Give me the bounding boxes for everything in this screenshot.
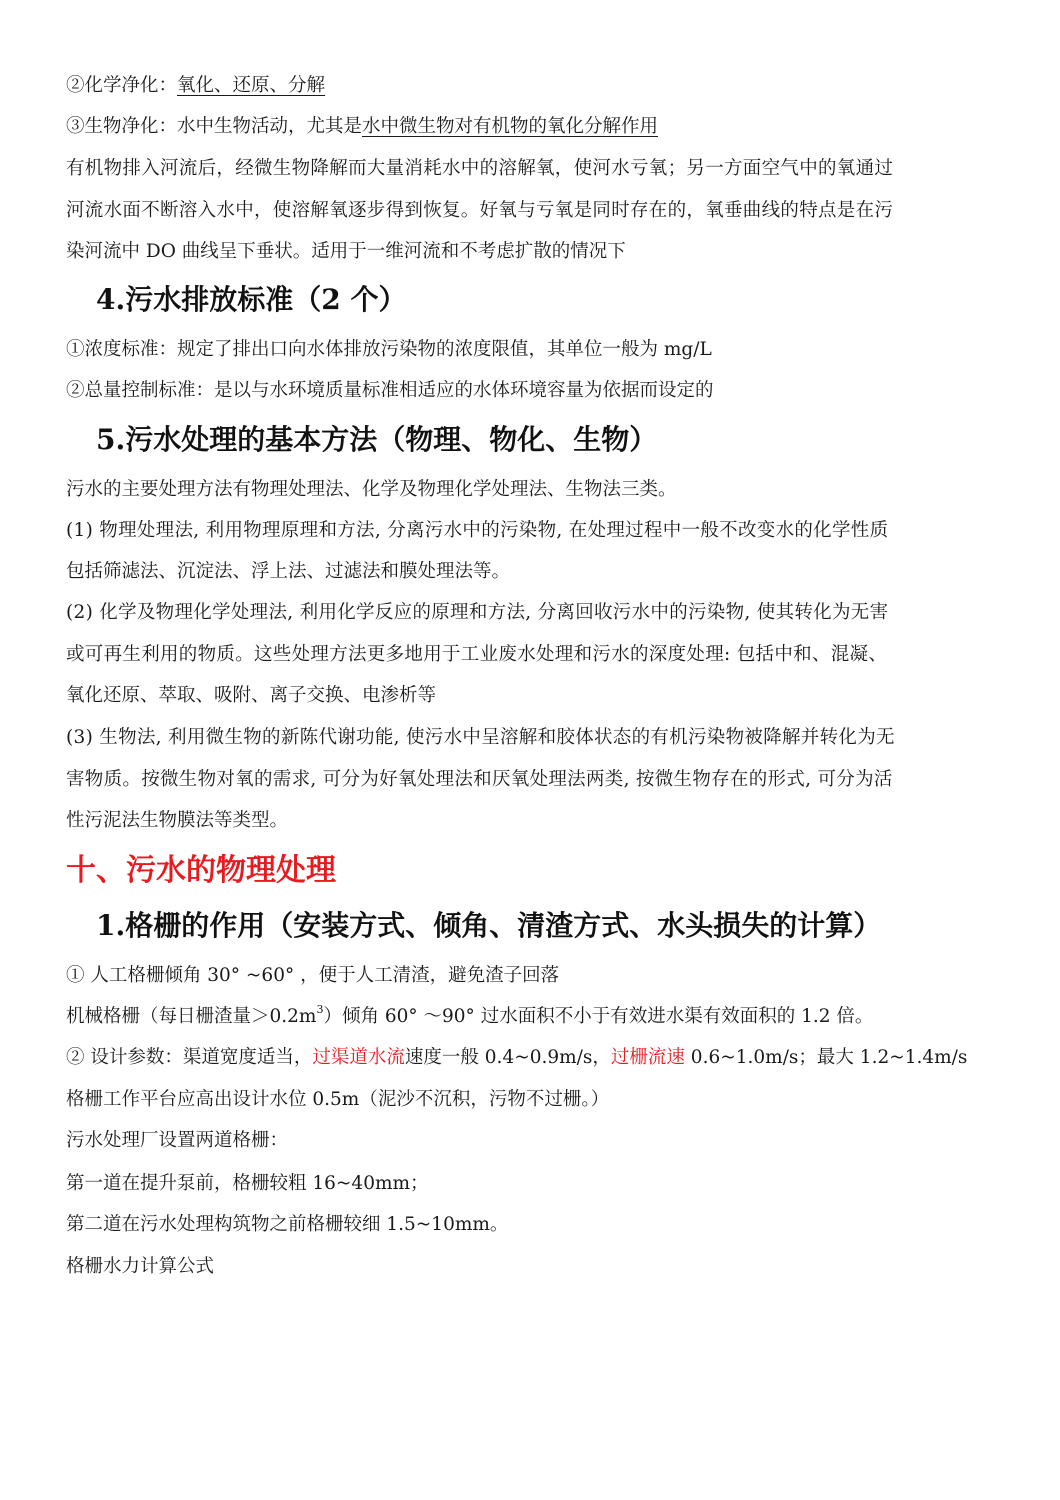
screen-speed-text: 0.6~1.0m/s；最大 1.2~1.4m/s <box>684 1047 968 1068</box>
heading-discharge-standards: 4.污水排放标准（2 个） <box>96 283 407 316</box>
cubic-superscript: 3 <box>316 1002 324 1016</box>
biological-purification-prefix: ③生物净化：水中生物活动，尤其是 <box>66 116 363 137</box>
methods-line: (3) 生物法, 利用微生物的新陈代谢功能, 使污水中呈溶解和胶体状态的有机污染物被降解并转化为无 <box>66 727 895 748</box>
manual-screen-line: ① 人工格栅倾角 30° ~60° ，便于人工清渣，避免渣子回落 <box>66 965 560 986</box>
screen-flow-highlight: 过栅流速 <box>610 1047 685 1068</box>
mechanical-screen-text-a: 机械格栅（每日栅渣量＞0.2m <box>66 1006 317 1027</box>
screen-detail-line: 第一道在提升泵前，格栅较粗 16~40mm； <box>66 1173 429 1194</box>
screen-detail-line: 污水处理厂设置两道格栅： <box>66 1130 289 1151</box>
methods-line: 害物质。按微生物对氧的需求, 可分为好氧处理法和厌氧处理法两类, 按微生物存在的形式, 可分为活 <box>66 769 893 790</box>
biological-purification-terms: 水中微生物对有机物的氧化分解作用 <box>362 116 659 137</box>
discharge-item: ②总量控制标准：是以与水环境质量标准相适应的水体环境容量为依据而设定的 <box>66 380 714 401</box>
chapter-heading-physical-treatment: 十、污水的物理处理 <box>66 853 336 888</box>
channel-speed-text: 速度一般 0.4~0.9m/s， <box>404 1047 611 1068</box>
heading-treatment-methods: 5.污水处理的基本方法（物理、物化、生物） <box>96 423 658 456</box>
chemical-purification-line <box>66 72 1006 100</box>
methods-line: (2) 化学及物理化学处理法, 利用化学反应的原理和方法, 分离回收污水中的污染物, 使其转化为无害 <box>66 602 889 623</box>
heading-screen-function: 1.格栅的作用（安装方式、倾角、清渣方式、水头损失的计算） <box>96 909 882 942</box>
design-parameters-prefix: ② 设计参数：渠道宽度适当， <box>66 1047 313 1068</box>
mechanical-screen-line <box>66 1003 1006 1031</box>
oxygen-paragraph-line: 有机物排入河流后，经微生物降解而大量消耗水中的溶解氧，使河水亏氧；另一方面空气中的氧通过 <box>66 158 894 179</box>
screen-formula-caption: 格栅水力计算公式 <box>66 1256 215 1277</box>
discharge-item: ①浓度标准：规定了排出口向水体排放污染物的浓度限值，其单位一般为 mg/L <box>66 339 712 360</box>
biological-purification-line <box>66 113 1006 141</box>
screen-detail-line: 格栅工作平台应高出设计水位 0.5m（泥沙不沉积，污物不过栅。） <box>66 1089 610 1110</box>
chemical-purification-prefix: ②化学净化： <box>66 75 178 96</box>
methods-line: 包括筛滤法、沉淀法、浮上法、过滤法和膜处理法等。 <box>66 561 511 582</box>
screen-detail-line: 第二道在污水处理构筑物之前格栅较细 1.5~10mm。 <box>66 1214 509 1235</box>
oxygen-paragraph-line: 染河流中 DO 曲线呈下垂状。适用于一维河流和不考虑扩散的情况下 <box>66 241 626 262</box>
mechanical-screen-text-b: ）倾角 60° ～90° 过水面积不小于有效进水渠有效面积的 1.2 倍。 <box>323 1006 874 1027</box>
chemical-purification-terms: 氧化、还原、分解 <box>177 75 326 96</box>
channel-flow-highlight: 过渠道水流 <box>312 1047 405 1068</box>
design-parameters-line <box>66 1044 1006 1072</box>
methods-line: 污水的主要处理方法有物理处理法、化学及物理化学处理法、生物法三类。 <box>66 479 677 500</box>
methods-line: (1) 物理处理法, 利用物理原理和方法, 分离污水中的污染物, 在处理过程中一般不改变水的化学性质 <box>66 520 889 541</box>
methods-line: 性污泥法生物膜法等类型。 <box>66 810 289 831</box>
methods-line: 氧化还原、萃取、吸附、离子交换、电渗析等 <box>66 685 437 706</box>
methods-line: 或可再生利用的物质。这些处理方法更多地用于工业废水处理和污水的深度处理: 包括中和、混凝、 <box>66 644 888 665</box>
oxygen-paragraph-line: 河流水面不断溶入水中，使溶解氧逐步得到恢复。好氧与亏氧是同时存在的，氧垂曲线的特点是在污 <box>66 200 894 221</box>
